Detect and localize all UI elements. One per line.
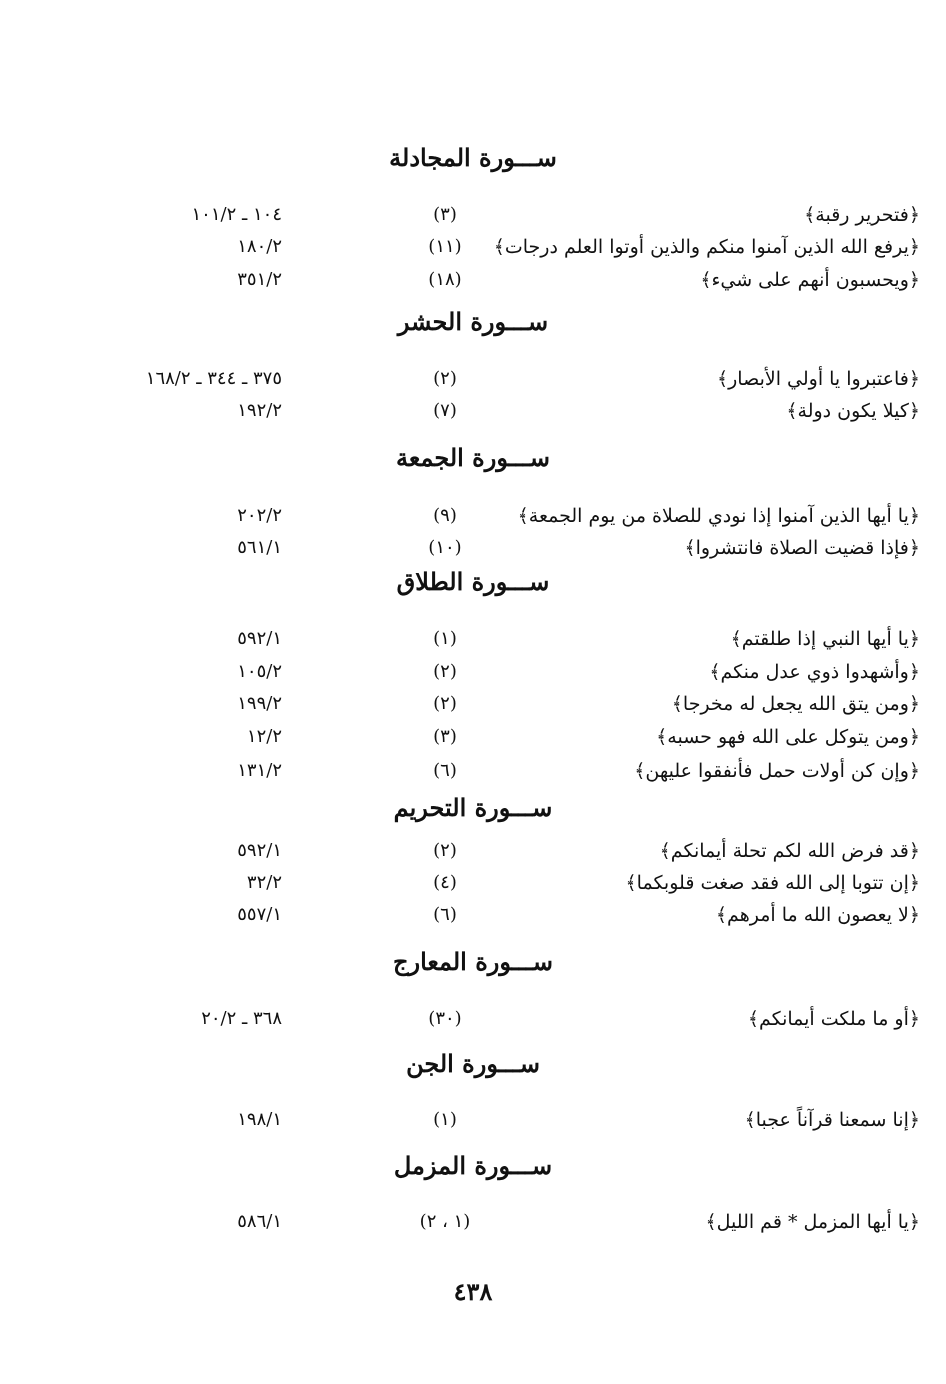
- verse-number: (٦): [433, 904, 457, 925]
- page-reference: ١٣١/٢: [237, 760, 282, 781]
- verse-row: [0, 836, 946, 866]
- page-reference: ١٩٩/٢: [237, 693, 282, 714]
- verse-number: (٢): [433, 368, 457, 389]
- verse-text: ﴿أو ما ملكت أيمانكم﴾: [747, 1008, 920, 1030]
- verse-text: ﴿وإن كن أولات حمل فأنفقوا عليهن﴾: [634, 760, 920, 782]
- page-reference: ٣٢/٢: [246, 872, 282, 893]
- verse-number: (٣٠): [428, 1008, 462, 1029]
- verse-number: (٤): [433, 872, 457, 893]
- verse-text: ﴿لا يعصون الله ما أمرهم﴾: [715, 904, 920, 926]
- verse-number: (١): [433, 628, 457, 649]
- page-number: ٤٣٨: [453, 1277, 493, 1306]
- verse-row: [0, 1207, 946, 1237]
- verse-row: [0, 657, 946, 687]
- verse-row: [0, 200, 946, 230]
- verse-row: [0, 900, 946, 930]
- page-reference: ١٩٢/٢: [237, 400, 282, 421]
- verse-number: (١٨): [428, 269, 462, 290]
- verse-text: ﴿فإذا قضيت الصلاة فانتشروا﴾: [684, 537, 920, 559]
- verse-text: ﴿يرفع الله الذين آمنوا منكم والذين أوتوا العلم درجات﴾: [493, 236, 920, 258]
- surah-title-maarij: ســـورة المعارج: [393, 947, 553, 976]
- page-reference: ٥٩٢/١: [237, 628, 282, 649]
- verse-row: [0, 232, 946, 262]
- verse-row: [0, 501, 946, 531]
- page-reference: ٢٠٢/٢: [237, 505, 282, 526]
- verse-text: ﴿ومن يتق الله يجعل له مخرجا﴾: [671, 693, 920, 715]
- verse-text: ﴿يا أيها المزمل * قم الليل﴾: [705, 1211, 920, 1233]
- page-reference: ٣٧٥ ـ ٣٤٤ ـ ١٦٨/٢: [145, 368, 282, 389]
- page-reference: ١٨٠/٢: [237, 236, 282, 257]
- verse-number: (١١): [428, 236, 462, 257]
- verse-row: [0, 396, 946, 426]
- verse-row: [0, 265, 946, 295]
- surah-title-jumuah: ســـورة الجمعة: [396, 443, 550, 472]
- verse-text: ﴿وأشهدوا ذوي عدل منكم﴾: [709, 661, 920, 683]
- verse-number: (١): [433, 1109, 457, 1130]
- verse-text: ﴿فاعتبروا يا أولي الأبصار﴾: [717, 368, 920, 390]
- surah-title-hashr: ســـورة الحشر: [397, 307, 549, 336]
- verse-row: [0, 756, 946, 786]
- verse-row: [0, 624, 946, 654]
- page-reference: ٥٦١/١: [237, 537, 282, 558]
- page-reference: ٣٦٨ ـ ٢٠/٢: [201, 1008, 282, 1029]
- surah-title-jinn: ســـورة الجن: [406, 1049, 540, 1078]
- verse-number: (٣): [433, 204, 457, 225]
- verse-row: [0, 1105, 946, 1135]
- verse-text: ﴿يا أيها النبي إذا طلقتم﴾: [730, 628, 920, 650]
- surah-title-tahrim: ســـورة التحريم: [393, 793, 553, 822]
- page-reference: ٥٨٦/١: [237, 1211, 282, 1232]
- verse-number: (٢): [433, 840, 457, 861]
- verse-text: ﴿فتحرير رقبة﴾: [804, 204, 920, 226]
- page-reference: ١٩٨/١: [237, 1109, 282, 1130]
- verse-number: (٦): [433, 760, 457, 781]
- page-reference: ١٢/٢: [246, 726, 282, 747]
- page-reference: ١٠٤ ـ ١٠١/٢: [191, 204, 282, 225]
- verse-number: (٧): [433, 400, 457, 421]
- verse-text: ﴿يا أيها الذين آمنوا إذا نودي للصلاة من يوم الجمعة﴾: [517, 505, 920, 527]
- verse-number: (٩): [433, 505, 457, 526]
- verse-row: [0, 868, 946, 898]
- verse-number: (١ ، ٢): [419, 1211, 471, 1232]
- surah-title-muzzammil: ســـورة المزمل: [393, 1151, 553, 1180]
- surah-title-talaq: ســـورة الطلاق: [396, 567, 550, 596]
- verse-text: ﴿ومن يتوكل على الله فهو حسبه﴾: [656, 726, 920, 748]
- verse-text: ﴿إنا سمعنا قرآناً عجبا﴾: [744, 1109, 920, 1131]
- verse-row: [0, 533, 946, 563]
- verse-number: (١٠): [428, 537, 462, 558]
- verse-row: [0, 689, 946, 719]
- verse-text: ﴿كيلا يكون دولة﴾: [786, 400, 920, 422]
- verse-text: ﴿إن تتوبا إلى الله فقد صغت قلوبكما﴾: [625, 872, 920, 894]
- verse-text: ﴿قد فرض الله لكم تحلة أيمانكم﴾: [659, 840, 920, 862]
- verse-number: (٣): [433, 726, 457, 747]
- page-reference: ٥٩٢/١: [237, 840, 282, 861]
- verse-number: (٢): [433, 693, 457, 714]
- verse-row: [0, 364, 946, 394]
- page-reference: ١٠٥/٢: [237, 661, 282, 682]
- page-reference: ٣٥١/٢: [237, 269, 282, 290]
- surah-title-mujadila: ســـورة المجادلة: [389, 143, 557, 172]
- page-reference: ٥٥٧/١: [237, 904, 282, 925]
- verse-text: ﴿ويحسبون أنهم على شيء﴾: [700, 269, 920, 291]
- verse-row: [0, 722, 946, 752]
- verse-row: [0, 1004, 946, 1034]
- verse-number: (٢): [433, 661, 457, 682]
